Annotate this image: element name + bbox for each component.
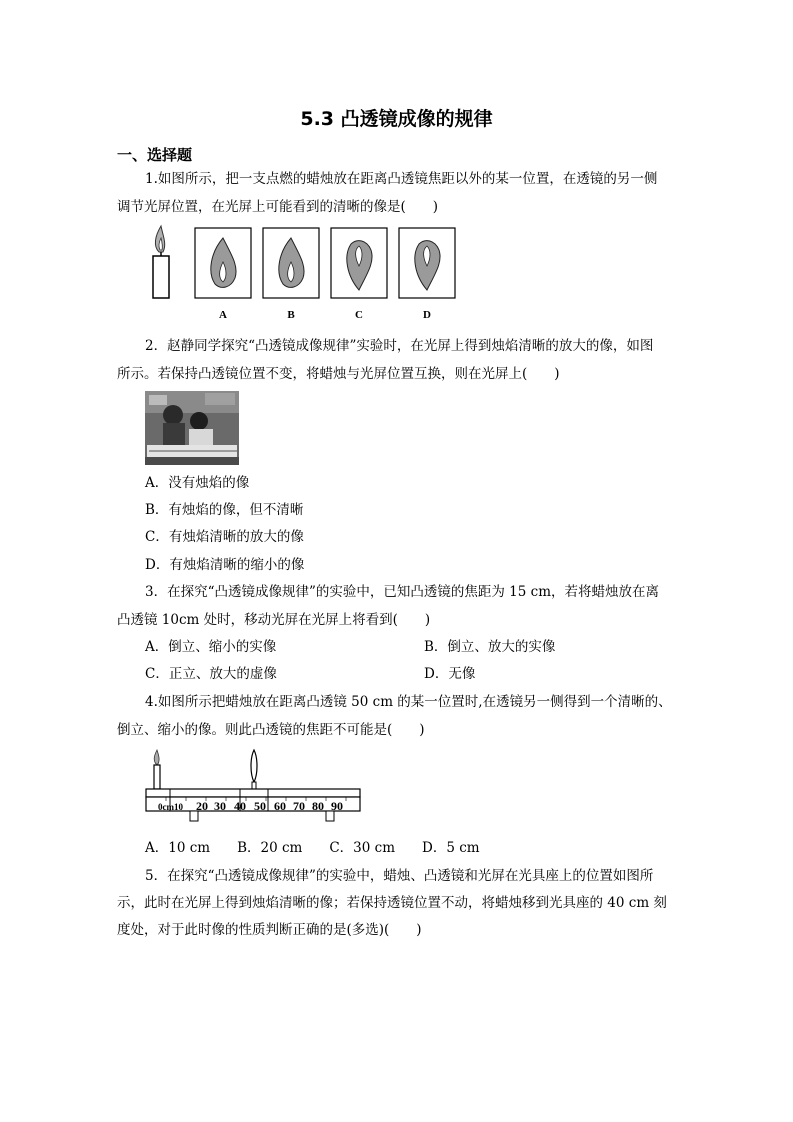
- label-b: B: [287, 309, 295, 321]
- label-a: A: [219, 309, 227, 321]
- q3-option-d: D．无像: [424, 666, 476, 682]
- q3-option-a: A．倒立、缩小的实像: [145, 639, 277, 655]
- q2-text-line2: 所示。若保持凸透镜位置不变，将蜡烛与光屏位置互换，则在光屏上( ): [117, 366, 560, 382]
- candle-drawing: [153, 226, 169, 298]
- ruler-tick-40: 40: [234, 799, 246, 813]
- ruler-tick-80: 80: [312, 799, 324, 813]
- q1-text-line1: 1.如图所示，把一支点燃的蜡烛放在距离凸透镜焦距以外的某一位置，在透镜的另一侧: [145, 171, 658, 187]
- ruler-tick-50: 50: [254, 799, 266, 813]
- q4-text-line2: 倒立、缩小的像。则此凸透镜的焦距不可能是( ): [117, 722, 425, 738]
- q2-option-d: D．有烛焰清晰的缩小的像: [145, 557, 305, 573]
- q3-text-line1: 3．在探究“凸透镜成像规律”的实验中，已知凸透镜的焦距为 15 cm，若将蜡烛放在离: [145, 584, 660, 600]
- q5-text-line2: 示，此时在光屏上得到烛焰清晰的像；若保持透镜位置不动，将蜡烛移到光具座的 40 cm 刻: [117, 895, 667, 911]
- q4-optical-bench: [140, 748, 366, 828]
- q5-text-line1: 5．在探究“凸透镜成像规律”的实验中，蜡烛、凸透镜和光屏在光具座上的位置如图所: [145, 868, 654, 884]
- q1-flame-figure: [145, 222, 465, 324]
- ruler-tick-0: 0cm10: [158, 802, 183, 812]
- q2-option-a: A．没有烛焰的像: [145, 475, 250, 491]
- q2-lab-photo: [145, 391, 239, 465]
- page-title: 5.3 凸透镜成像的规律: [300, 108, 493, 130]
- q3-text-line2: 凸透镜 10cm 处时，移动光屏在光屏上将看到( ): [117, 612, 431, 628]
- q2-option-c: C．有烛焰清晰的放大的像: [145, 529, 304, 545]
- option-d-image: [399, 228, 455, 298]
- ruler-tick-60: 60: [274, 799, 286, 813]
- q2-option-b: B．有烛焰的像，但不清晰: [145, 502, 304, 518]
- ruler-tick-90: 90: [331, 799, 343, 813]
- candle-on-bench: [154, 750, 160, 789]
- q4-text-line1: 4.如图所示把蜡烛放在距离凸透镜 50 cm 的某一位置时,在透镜另一侧得到一个清晰的、: [145, 694, 672, 710]
- section-heading: 一、选择题: [117, 146, 193, 164]
- q3-option-b: B．倒立、放大的实像: [424, 639, 556, 655]
- q5-text-line3: 度处，对于此时像的性质判断正确的是(多选)( ): [117, 922, 422, 938]
- ruler-tick-20: 20: [196, 799, 208, 813]
- q2-text-line1: 2．赵静同学探究“凸透镜成像规律”实验时，在光屏上得到烛焰清晰的放大的像，如图: [145, 338, 654, 354]
- q1-text-line2: 调节光屏位置，在光屏上可能看到的清晰的像是( ): [117, 199, 439, 215]
- option-a-image: [195, 228, 251, 298]
- label-c: C: [355, 309, 363, 321]
- q4-options: A．10 cm B．20 cm C．30 cm D．5 cm: [145, 840, 480, 856]
- lens-on-bench: [251, 750, 257, 790]
- label-d: D: [423, 309, 431, 321]
- ruler-tick-70: 70: [293, 799, 305, 813]
- q3-option-c: C．正立、放大的虚像: [145, 666, 277, 682]
- ruler-tick-30: 30: [214, 799, 226, 813]
- option-b-image: [263, 228, 319, 298]
- option-c-image: [331, 228, 387, 298]
